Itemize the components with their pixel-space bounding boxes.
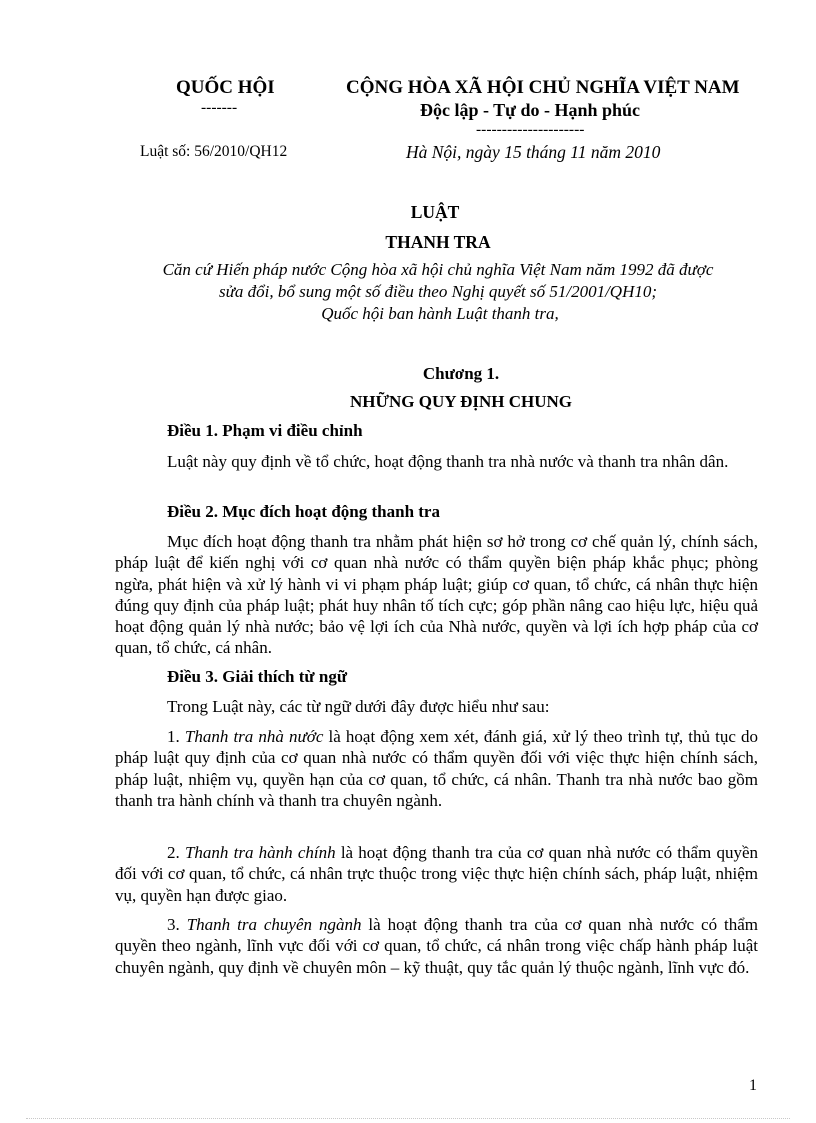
national-title: CỘNG HÒA XÃ HỘI CHỦ NGHĨA VIỆT NAM (346, 77, 740, 98)
article-2-text: Mục đích hoạt động thanh tra nhằm phát hiện sơ hở trong cơ chế quản lý, chính sách, pháp luật để kiến nghị với cơ quan nhà nước có thẩm quyền biện pháp khắc phục; phòng ngừa, phát hiện và xử lý hành vi vi phạm pháp luật; giúp cơ quan, tổ chức, cá nhân thực hiện đúng quy định của pháp luật; phát huy nhân tố tích cực; góp phần nâng cao hiệu lực, hiệu quả hoạt động quản lý nhà nước; bảo vệ lợi ích của Nhà nước, quyền và lợi ích hợp pháp của cơ quan, tổ chức, cá nhân. (115, 532, 758, 658)
definition-text: là hoạt động thanh tra của cơ quan nhà nước có thẩm quyền đối với cơ quan, tổ chức, cá nhân trực thuộc trong việc thực hiện chính sách, pháp luật, nhiệm vụ, quyền hạn được giao. (115, 843, 759, 905)
definition-number: 3. (167, 915, 187, 934)
preamble-line-2: sửa đổi, bổ sung một số điều theo Nghị quyết số 51/2001/QH10; (218, 282, 658, 301)
definition-item (115, 914, 758, 978)
definition-item (115, 842, 758, 906)
chapter-title: NHỮNG QUY ĐỊNH CHUNG (349, 392, 573, 411)
definition-term: Thanh tra nhà nước (184, 727, 324, 746)
definition-number: 1. (167, 727, 185, 746)
article-3-intro: Trong Luật này, các từ ngữ dưới đây được hiểu như sau: (167, 697, 550, 716)
article-3-heading: Điều 3. Giải thích từ ngữ (167, 667, 348, 686)
definition-number: 2. (167, 843, 185, 862)
article-1-heading: Điều 1. Phạm vi điều chỉnh (167, 421, 363, 440)
place-and-date: Hà Nội, ngày 15 tháng 11 năm 2010 (406, 142, 661, 162)
definition-term: Thanh tra hành chính (184, 843, 336, 862)
definition-text: là hoạt động thanh tra của cơ quan nhà nước có thẩm quyền theo ngành, lĩnh vực đối với cơ quan, tổ chức, cá nhân trong việc chấp hành pháp luật chuyên ngành, quy định về chuyên môn – kỹ thuật, quy tắc quản lý thuộc ngành, lĩnh vực đó. (115, 915, 759, 977)
chapter-number: Chương 1. (422, 364, 500, 383)
article-1-text: Luật này quy định về tổ chức, hoạt động thanh tra nhà nước và thanh tra nhân dân. (167, 452, 729, 471)
national-motto: Độc lập - Tự do - Hạnh phúc (420, 100, 641, 120)
issuing-body-divider: ------- (201, 99, 238, 116)
preamble-line-1: Căn cứ Hiến pháp nước Cộng hòa xã hội chủ nghĩa Việt Nam năm 1992 đã được (162, 260, 714, 279)
document-type: LUẬT (410, 202, 460, 222)
national-motto-divider: --------------------- (476, 121, 585, 138)
definition-text: là hoạt động xem xét, đánh giá, xử lý theo trình tự, thủ tục do pháp luật quy định của cơ quan nhà nước có thẩm quyền đối với việc thực hiện chính sách, pháp luật, nhiệm vụ, quyền hạn của cơ quan, tổ chức, cá nhân. Thanh tra nhà nước bao gồm thanh tra hành chính và thanh tra chuyên ngành. (115, 727, 759, 810)
page-number: 1 (749, 1077, 757, 1094)
definition-term: Thanh tra chuyên ngành (186, 915, 362, 934)
page-divider (26, 1118, 790, 1119)
document-name: THANH TRA (385, 232, 491, 252)
law-number: Luật số: 56/2010/QH12 (140, 143, 288, 160)
article-2-heading: Điều 2. Mục đích hoạt động thanh tra (167, 502, 440, 521)
definition-item (115, 726, 758, 811)
issuing-body: QUỐC HỘI (176, 77, 275, 98)
preamble-line-3: Quốc hội ban hành Luật thanh tra, (321, 304, 559, 323)
